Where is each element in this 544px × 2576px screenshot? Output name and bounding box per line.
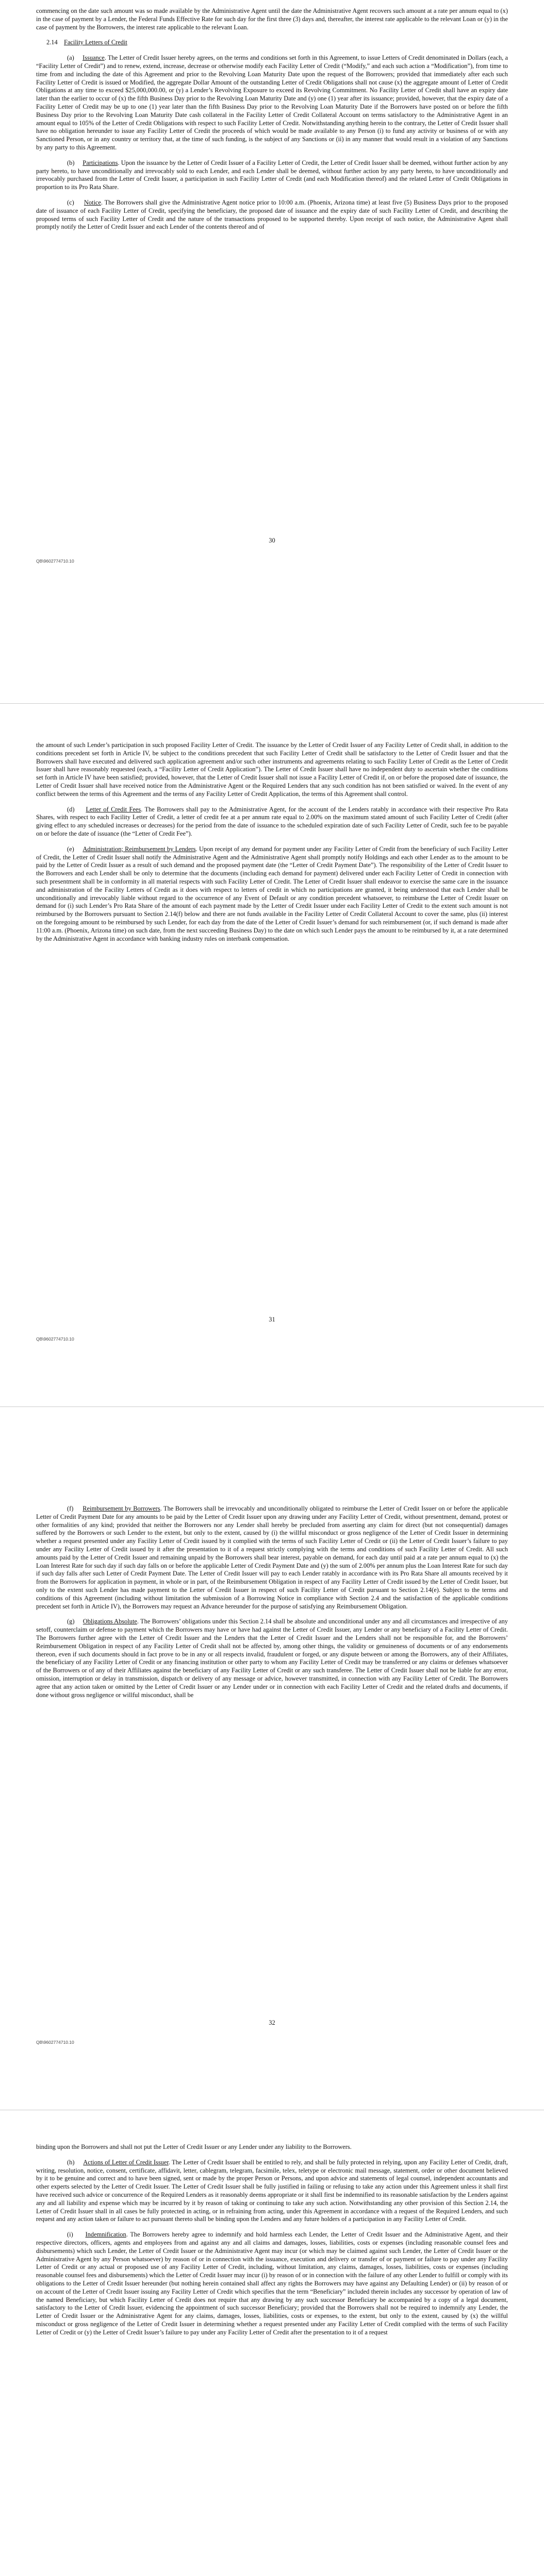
page-33 xyxy=(0,2110,544,2576)
page-30 xyxy=(0,0,544,703)
para-title: Administration; Reimbursement by Lenders xyxy=(83,845,196,853)
para-text: . Upon receipt of any demand for payment under any Facility Letter of Credit from the beneficiary of such Facility Letter of Credit, the Letter of Credit Issuer shall notify the Administrative Agent and the Administrative Agent shall promptly notify Holdings and each other Lender as to the amount to be paid by the Letter of Credit Issuer as a result of such demand and the proposed payment date (the “Letter of Credit Payment Date”). The responsibility of the Letter of Credit Issuer to the Borrowers and each Lender shall be only to determine that the documents (including each demand for payment) delivered under each Facility Letter of Credit in connection with such presentment shall be in conformity in all material respects with such Facility Letter of Credit. The Letter of Credit Issuer shall endeavor to exercise the same care in the issuance and administration of the Facility Letters of Credit as it does with respect to letters of credit in which no participations are granted, it being understood that each Lender shall be unconditionally and irrevocably liable without regard to the occurrence of any Event of Default or any condition precedent whatsoever, to reimburse the Letter of Credit Issuer on demand for (i) such Lender’s Pro Rata Share of the amount of each payment made by the Letter of Credit Issuer under each Facility Letter of Credit to the extent such amount is not reimbursed by the Borrowers pursuant to Section 2.14(f) below and there are not funds available in the Facility Letter of Credit Collateral Account to cover the same, plus (ii) interest on the foregoing amount to be reimbursed by such Lender, for each day from the date of the Letter of Credit Issuer’s demand for such reimbursement (or, if such demand is made after 11:00 a.m. (Phoenix, Arizona time) on such date, from the next succeeding Business Day) to the date on which such Lender pays the amount to be reimbursed by it, at a rate determined by the Administrative Agent in accordance with banking industry rules on interbank compensation. xyxy=(36,845,508,942)
para-title: Notice xyxy=(84,198,101,206)
paragraph-g xyxy=(36,1618,508,1699)
para-label: (f) xyxy=(67,1505,74,1512)
paragraph-continuation: the amount of such Lender’s participation in such proposed Facility Letter of Credit. The issuance by the Letter of Credit Issuer of any Facility Letter of Credit shall, in addition to the conditions precedent set forth in Article IV, be subject to the conditions precedent that such Facility Letter of Credit shall be satisfactory to the Letter of Credit Issuer and that the Borrowers shall have executed and delivered such application agreement and/or such other instruments and agreements relating to such Facility Letter of Credit as the Letter of Credit Issuer shall have reasonably requested (each, a “Facility Letter of Credit Application”). The Letter of Credit Issuer shall have no independent duty to ascertain whether the conditions set forth in Article IV have been satisfied; provided, however, that the Letter of Credit Issuer shall not issue a Facility Letter of Credit if, on or before the proposed date of issuance, the Letter of Credit Issuer shall have received notice from the Administrative Agent or the Required Lenders that any such condition has not been satisfied or waived. In the event of any conflict between the terms of this Agreement and the terms of any Facility Letter of Credit Application, the terms of this Agreement shall control. xyxy=(36,741,508,798)
document-id: QB\9602774710.10 xyxy=(36,2040,74,2045)
para-text: . The Borrowers’ obligations under this Section 2.14 shall be absolute and unconditional under any and all circumstances and irrespective of any setoff, counterclaim or defense to payment which the Borrowers may have or have had against the Letter of Credit Issuer, any Lender or any beneficiary of a Facility Letter of Credit. The Borrowers further agree with the Letter of Credit Issuer and the Lenders that the Letter of Credit Issuer and the Lenders shall not be responsible for, and the Borrowers’ Reimbursement Obligation in respect of any Facility Letter of Credit shall not be affected by, among other things, the validity or genuineness of documents or of any endorsements thereon, even if such documents should in fact prove to be in any or all respects invalid, fraudulent or forged, or any dispute between or among the Borrowers, any of their Affiliates, the beneficiary of any Facility Letter of Credit or any financing institution or other party to whom any Facility Letter of Credit may be transferred or any claims or defenses whatsoever of the Borrowers or of any of their Affiliates against the beneficiary of any Facility Letter of Credit or any such transferee. The Letter of Credit Issuer shall not be liable for any error, omission, interruption or delay in transmission, dispatch or delivery of any message or advice, however transmitted, in connection with any Facility Letter of Credit. The Borrowers agree that any action taken or omitted by the Letter of Credit Issuer or any Lender under or in connection with each Facility Letter of Credit and the related drafts and documents, if done without gross negligence or willful misconduct, shall be xyxy=(36,1618,508,1699)
paragraph-continuation: binding upon the Borrowers and shall not put the Letter of Credit Issuer or any Lender under any liability to the Borrowers. xyxy=(36,2143,352,2150)
section-number: 2.14 xyxy=(46,39,58,46)
section-heading xyxy=(46,39,508,47)
document-id: QB\9602774710.10 xyxy=(36,1336,74,1342)
para-label: (i) xyxy=(67,2231,73,2239)
para-text: . The Borrowers shall give the Administrative Agent notice prior to 10:00 a.m. (Phoenix, Arizona time) at least five (5) Business Days prior to the proposed date of issuance of each Facility Letter of Credit, specifying the beneficiary, the proposed date of issuance and the expiry date of such Facility Letter of Credit, and describing the proposed terms of such Facility Letter of Credit and the nature of the transactions proposed to be supported thereby. Upon receipt of such notice, the Administrative Agent shall promptly notify the Letter of Credit Issuer and each Lender of the contents thereof and of xyxy=(36,198,508,231)
paragraph-i xyxy=(36,2231,508,2336)
para-title: Indemnification xyxy=(85,2231,126,2239)
para-label: (a) xyxy=(67,54,74,62)
para-title: Reimbursement by Borrowers xyxy=(83,1505,160,1512)
page-31 xyxy=(0,703,544,1406)
para-title: Letter of Credit Fees xyxy=(86,805,141,813)
paragraph-f xyxy=(36,1505,508,1611)
para-text: . The Letter of Credit Issuer hereby agrees, on the terms and conditions set forth in this Agreement, to issue Letters of Credit denominated in Dollars (each, a “Facility Letter of Credit”) and to renew, extend, increase, decrease or otherwise modify each Facility Letter of Credit (“Modify,” and each such action a “Modification”), from time to time from and including the date of this Agreement and prior to the Revolving Loan Maturity Date upon the request of the Borrowers; provided that immediately after each such Facility Letter of Credit is issued or Modified, the aggregate Dollar Amount of the outstanding Letter of Credit Obligations shall not cause (x) the aggregate amount of Letter of Credit Obligations at any time to exceed $25,000,000.00, or (y) a Lender’s Revolving Exposure to exceed its Revolving Commitment. No Facility Letter of Credit shall have an expiry date later than the earlier to occur of (x) the fifth Business Day prior to the Revolving Loan Maturity Date and (y) one (1) year after its issuance; provided, however, that the expiry date of a Facility Letter of Credit may be up to one (1) year later than the fifth Business Day prior to the Revolving Loan Maturity Date if the Borrowers have posted on or before the fifth Business Day prior to the Revolving Loan Maturity Date cash collateral in the Facility Letter of Credit Collateral Account on terms satisfactory to the Administrative Agent in an amount equal to 105% of the Letter of Credit Obligations with respect to such Facility Letter of Credit. Notwithstanding anything herein to the contrary, the Letter of Credit Issuer shall have no obligation hereunder to issue any Facility Letter of Credit the proceeds of which would be made available to any Person (i) to fund any activity or business of or with any Sanctioned Person, or in any country or territory that, at the time of such funding, is the subject of any Sanctions or (ii) in any manner that would result in a violation of any Sanctions by any party to this Agreement. xyxy=(36,54,508,151)
para-title: Participations xyxy=(83,159,118,166)
document-id: QB\9602774710.10 xyxy=(36,558,74,564)
para-text: . The Borrowers shall be irrevocably and unconditionally obligated to reimburse the Letter of Credit Issuer on or before the applicable Letter of Credit Payment Date for any amounts to be paid by the Letter of Credit Issuer upon any drawing under any Facility Letter of Credit, without presentment, demand, protest or other formalities of any kind; provided that neither the Borrowers nor any Lender shall hereby be precluded from asserting any claim for direct (but not consequential) damages suffered by the Borrowers or such Lender to the extent, but only to the extent, caused by (i) the willful misconduct or gross negligence of the Letter of Credit Issuer in determining whether a request presented under any Facility Letter of Credit issued by it complied with the terms of such Facility Letter of Credit or (ii) the Letter of Credit Issuer’s failure to pay under any Facility Letter of Credit issued by it after the presentation to it of a request strictly complying with the terms and conditions of such Facility Letter of Credit. All such amounts paid by the Letter of Credit Issuer and remaining unpaid by the Borrowers shall bear interest, payable on demand, for each day until paid at a rate per annum equal to (x) the Loan Interest Rate for such day if such day falls on or before the applicable Letter of Credit Payment Date and (y) the sum of 2.00% per annum plus the Loan Interest Rate for such day if such day falls after such Letter of Credit Payment Date. The Letter of Credit Issuer will pay to each Lender ratably in accordance with its Pro Rata Share all amounts received by it from the Borrowers for application in payment, in whole or in part, of the Reimbursement Obligation in respect of any Facility Letter of Credit issued by the Letter of Credit Issuer, but only to the extent such Lender has made payment to the Letter of Credit Issuer in respect of such Facility Letter of Credit pursuant to Section 2.14(e). Subject to the terms and conditions of this Agreement (including without limitation the submission of a Borrowing Notice in compliance with Section 2.4 and the satisfaction of the applicable conditions precedent set forth in Article IV), the Borrowers may request an Advance hereunder for the purpose of satisfying any Reimbursement Obligation. xyxy=(36,1505,508,1610)
para-text: . The Borrowers shall pay to the Administrative Agent, for the account of the Lenders ratably in accordance with their respective Pro Rata Shares, with respect to each Facility Letter of Credit, a letter of credit fee at a per annum rate equal to 2.00% on the maximum stated amount of such Facility Letter of Credit (after giving effect to any scheduled increases or decreases) for the period from the date of issuance to the scheduled expiration date of such Facility Letter of Credit, such fee to be payable on or before the date of issuance (the “Letter of Credit Fee”). xyxy=(36,805,508,837)
para-text: . The Letter of Credit Issuer shall be entitled to rely, and shall be fully protected in relying, upon any Facility Letter of Credit, draft, writing, resolution, notice, consent, certificate, affidavit, letter, cablegram, telegram, facsimile, telex, teletype or electronic mail message, statement, order or other document believed by it to be genuine and correct and to have been signed, sent or made by the proper Person or Persons, and upon advice and statements of legal counsel, independent accountants and other experts selected by the Letter of Credit Issuer. The Letter of Credit Issuer shall be fully justified in failing or refusing to take any action under this Agreement unless it shall first have received such advice or concurrence of the Required Lenders as it reasonably deems appropriate or it shall first be indemnified to its reasonable satisfaction by the Lenders against any and all liability and expense which may be incurred by it by reason of taking or continuing to take any such action. Notwithstanding any other provision of this Section 2.14, the Letter of Credit Issuer shall in all cases be fully protected in acting, or in refraining from acting, under this Agreement in accordance with a request of the Required Lenders, and such request and any action taken or failure to act pursuant thereto shall be binding upon the Lenders and any future holders of a participation in any Facility Letter of Credit. xyxy=(36,2158,508,2223)
para-text: . The Borrowers hereby agree to indemnify and hold harmless each Lender, the Letter of Credit Issuer and the Administrative Agent, and their respective directors, officers, agents and employees from and against any and all claims and damages, losses, liabilities, costs or expenses (including reasonable counsel fees and disbursements) which such Lender, the Letter of Credit Issuer or the Administrative Agent may incur (or which may be claimed against such Lender, the Letter of Credit Issuer or the Administrative Agent by any Person whatsoever) by reason of or in connection with the issuance, execution and delivery or transfer of or payment or failure to pay under any Facility Letter of Credit or any actual or proposed use of any Facility Letter of Credit, including, without limitation, any claims, damages, losses, liabilities, costs or expenses (including reasonable counsel fees and disbursements) which the Letter of Credit Issuer may incur (i) by reason of or in connection with the failure of any other Lender to fulfill or comply with its obligations to the Letter of Credit Issuer hereunder (but nothing herein contained shall affect any rights the Borrowers may have against any Defaulting Lender) or (ii) by reason of or on account of the Letter of Credit Issuer issuing any Facility Letter of Credit which specifies that the term “Beneficiary” included therein includes any successor by operation of law of the named Beneficiary, but which Facility Letter of Credit does not require that any drawing by any such successor Beneficiary be accompanied by a copy of a legal document, satisfactory to the Letter of Credit Issuer, evidencing the appointment of such successor Beneficiary; provided that the Borrowers shall not be required to indemnify any Lender, the Letter of Credit Issuer or the Administrative Agent for any claims, damages, losses, liabilities, costs or expenses, to the extent, but only to the extent, caused by (x) the willful misconduct or gross negligence of the Letter of Credit Issuer in determining whether a request presented under any Facility Letter of Credit complied with the terms of such Facility Letter of Credit or (y) the Letter of Credit Issuer’s failure to pay under any Facility Letter of Credit after the presentation to it of a request xyxy=(36,2231,508,2336)
paragraph-continuation: commencing on the date such amount was so made available by the Administrative Agent until the date the Administrative Agent recovers such amount at a rate per annum equal to (x) in the case of payment by a Lender, the Federal Funds Effective Rate for such day for the first three (3) days and, thereafter, the interest rate applicable to the relevant Loan or (y) in the case of payment by the Borrowers, the interest rate applicable to the relevant Loan. xyxy=(36,7,508,31)
paragraph-a xyxy=(36,54,508,152)
page-32 xyxy=(0,1406,544,2110)
paragraph-e xyxy=(36,845,508,943)
para-label: (b) xyxy=(67,159,75,166)
para-title: Actions of Letter of Credit Issuer xyxy=(83,2158,169,2166)
para-label: (d) xyxy=(67,805,75,813)
para-label: (g) xyxy=(67,1618,75,1625)
page-number: 30 xyxy=(269,537,275,544)
paragraph-d xyxy=(36,806,508,838)
para-label: (h) xyxy=(67,2158,75,2166)
para-label: (e) xyxy=(67,845,74,853)
para-title: Obligations Absolute xyxy=(83,1618,137,1625)
page-number: 31 xyxy=(269,1316,275,1323)
para-label: (c) xyxy=(67,198,74,206)
paragraph-h xyxy=(36,2159,508,2224)
paragraph-c xyxy=(36,199,508,231)
para-text: . Upon the issuance by the Letter of Credit Issuer of a Facility Letter of Credit, the Letter of Credit Issuer shall be deemed, without further action by any party hereto, to have unconditionally and irrevocably sold to each Lender, and each Lender shall be deemed, without further action by any party hereto, to have unconditionally and irrevocably purchased from the Letter of Credit Issuer, a participation in such Facility Letter of Credit (and each Modification thereof) and the related Letter of Credit Obligations in proportion to its Pro Rata Share. xyxy=(36,159,508,191)
section-title: Facility Letters of Credit xyxy=(64,39,127,46)
para-title: Issuance xyxy=(83,54,105,62)
page-number: 32 xyxy=(269,2019,275,2026)
paragraph-b xyxy=(36,159,508,192)
